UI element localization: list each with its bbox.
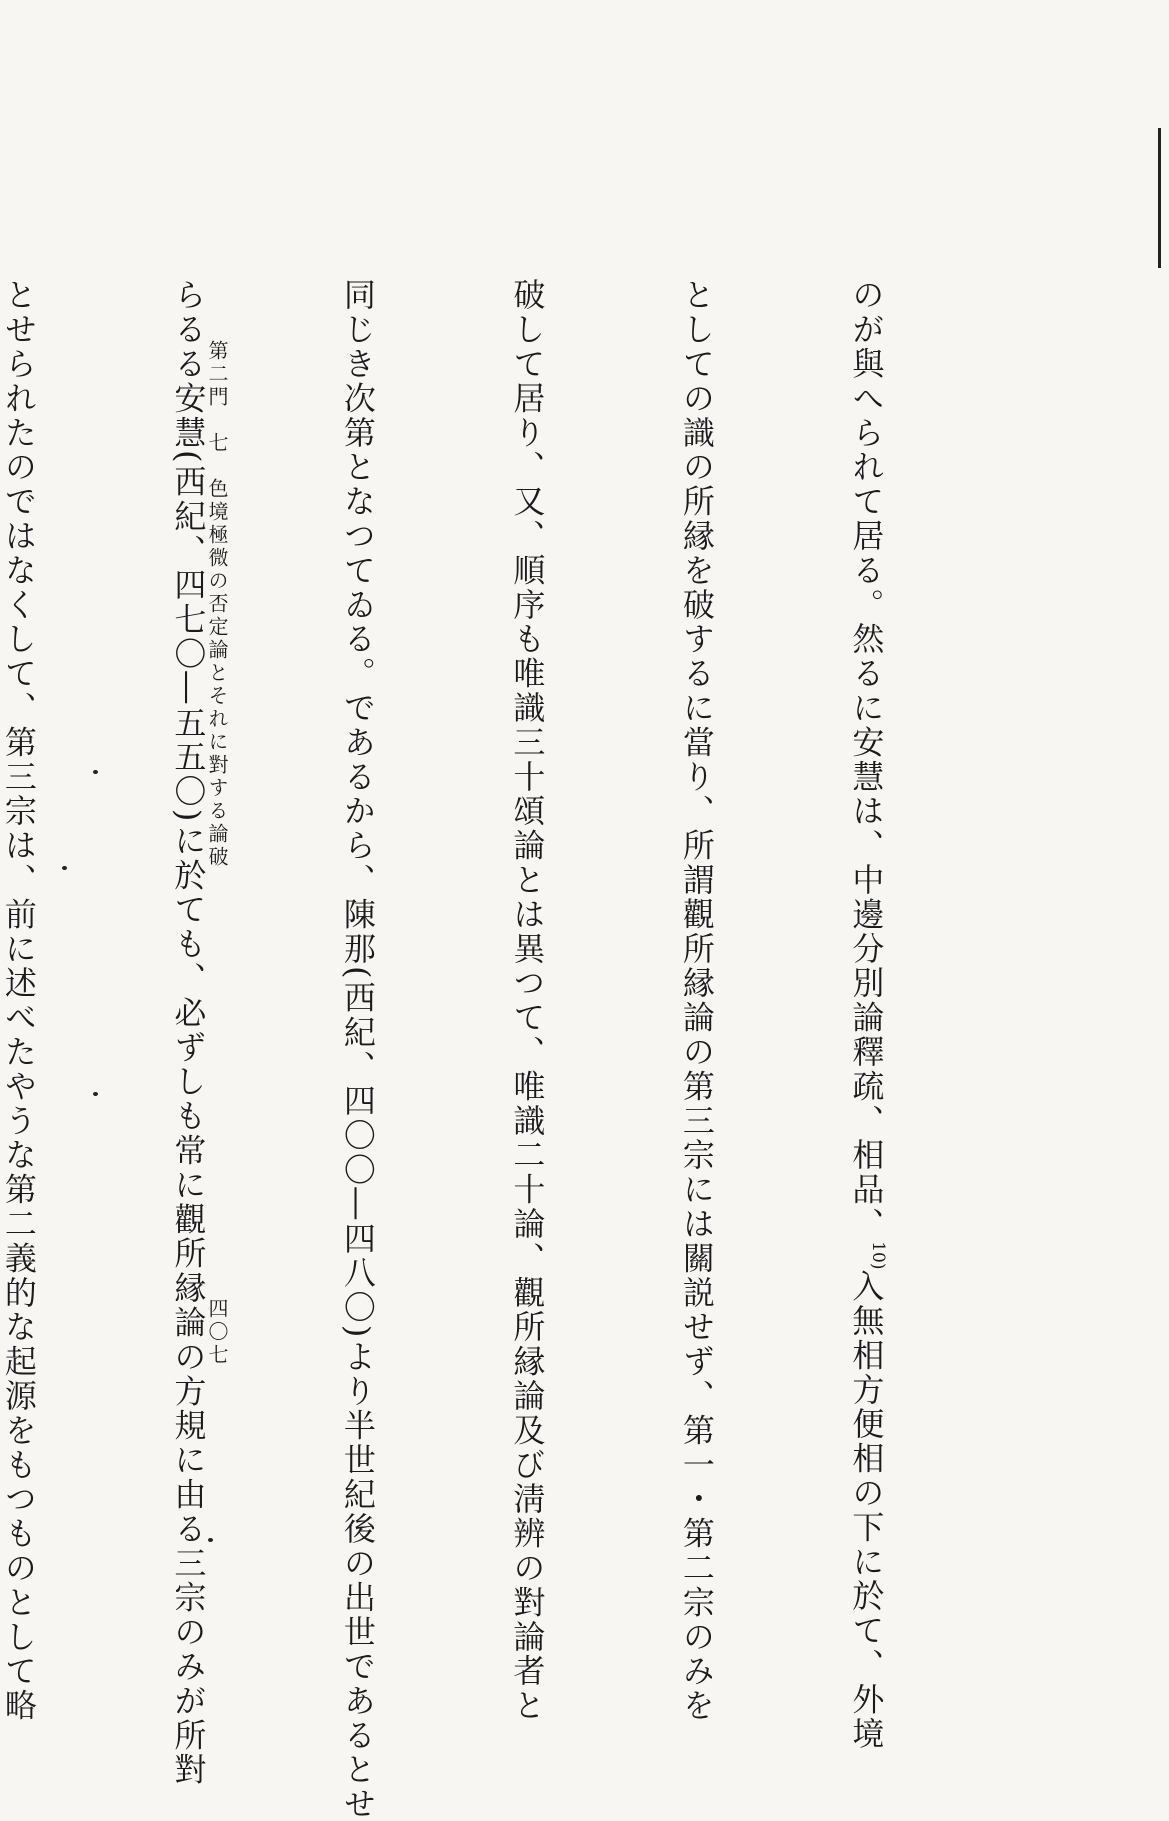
text-column: 同じき次第となつてゐる。であるから、陳那(西紀、四〇〇―四八〇)より半世紀後の出世であるとせ	[338, 278, 377, 1821]
text-column: らるる安慧(西紀、四七〇―五五〇)に於ても、必ずしも常に觀所縁論の方規に由る三宗のみが所對	[169, 278, 208, 1787]
text-column: としての識の所縁を破するに當り、所謂觀所縁論の第三宗には關説せず、第一・第二宗のみを	[677, 278, 716, 1723]
page-number: 四〇七	[205, 1298, 229, 1367]
scan-speck	[208, 1538, 213, 1542]
footnote-marker: 10)	[868, 1241, 888, 1270]
scan-speck	[62, 866, 67, 870]
scan-speck	[93, 770, 98, 774]
margin-rule	[1158, 128, 1161, 268]
text-column: とせられたのではなくして、第三宗は、前に述べたやうな第二義的な起源をもつものとして略	[0, 278, 38, 1723]
text-column: のが與へられて居る。然るに安慧は、中邊分別論釋疏、相品、$^{10)}$入無相方便相の下に於て、外境	[847, 278, 888, 1752]
running-footer: 第二門 七 色境極微の否定論とそれに對する論破	[205, 340, 229, 869]
scan-speck	[93, 1092, 98, 1096]
body-text	[0, 278, 1019, 1821]
text-column: 破して居り、又、順序も唯識三十頌論とは異つて、唯識二十論、觀所縁論及び淸辨の對論者と	[508, 278, 547, 1723]
